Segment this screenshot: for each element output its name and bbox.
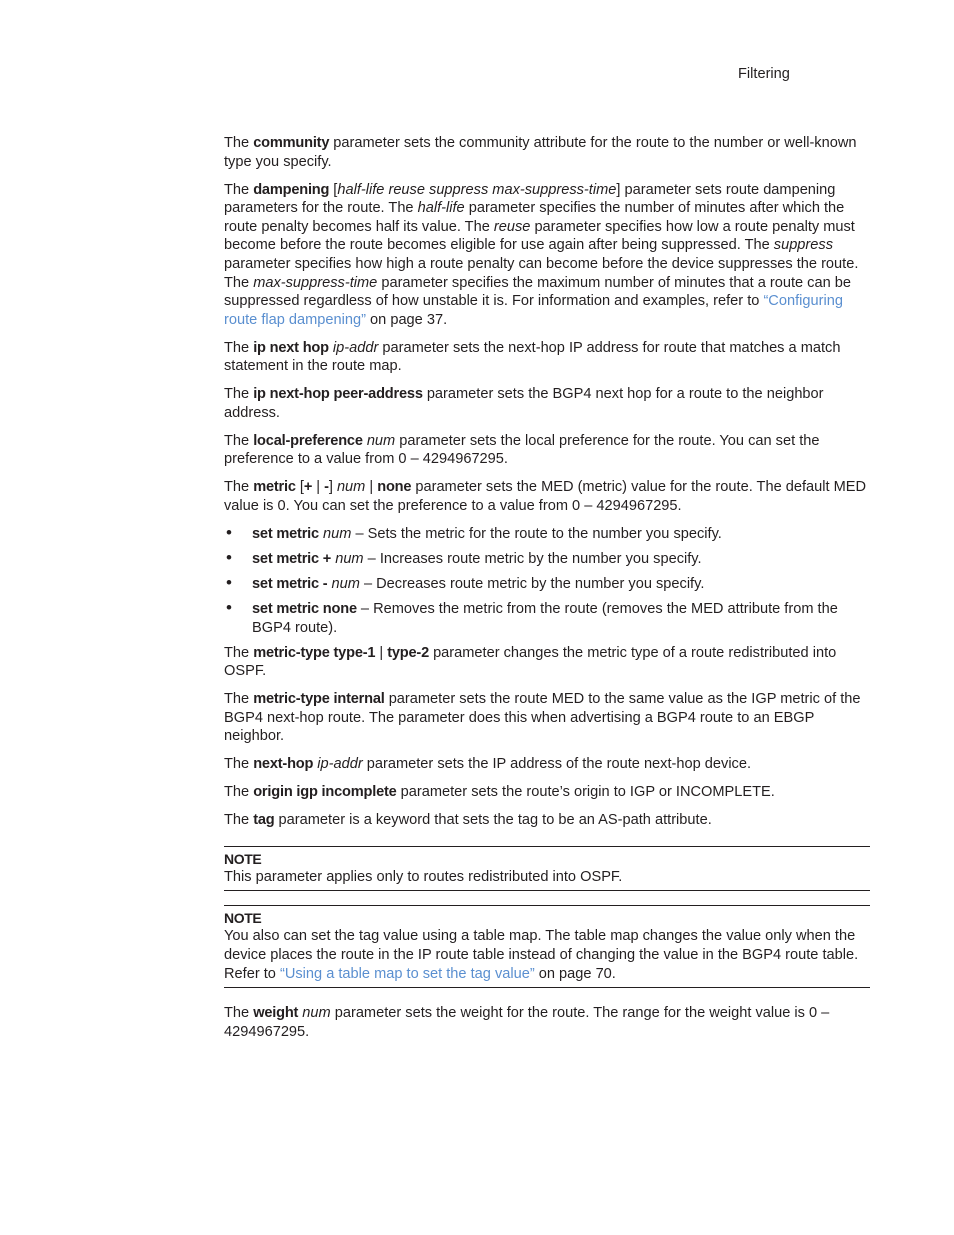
keyword: - <box>324 479 329 496</box>
keyword: ip next hop <box>253 339 329 356</box>
argument: num <box>336 479 366 496</box>
keyword: metric <box>253 479 296 496</box>
note-text: on page 70. <box>534 965 616 982</box>
keyword: metric-type type-1 <box>253 644 376 661</box>
keyword: ip next-hop peer-address <box>253 386 423 403</box>
paragraph-metric-type-internal <box>224 690 874 746</box>
paragraph-origin <box>224 783 874 802</box>
text: parameter sets the IP address of the route next-hop device. <box>362 756 752 773</box>
list-item <box>224 550 874 569</box>
text: – Removes the metric from the route (removes the MED attribute from the BGP4 route). <box>252 600 838 636</box>
cross-reference-link[interactable]: “Configuring route flap dampening” <box>224 293 843 328</box>
text: The <box>224 691 254 708</box>
list-item <box>224 525 874 544</box>
argument: num <box>335 551 364 568</box>
list-item <box>224 575 874 594</box>
paragraph-next-hop <box>224 755 874 774</box>
argument: ip-addr <box>332 339 379 356</box>
keyword: set metric - <box>252 576 328 592</box>
list-item <box>224 600 874 637</box>
note-box <box>224 905 870 988</box>
text: – Increases route metric by the number you specify. <box>363 551 702 568</box>
keyword: none <box>377 479 412 496</box>
text: parameter specifies the maximum number of minutes that a route can be suppressed regardless of how unstable it is. For information and examples, refer to <box>224 274 851 310</box>
keyword: next-hop <box>253 756 314 773</box>
argument: half-life reuse suppress max-suppress-time <box>337 181 617 198</box>
keyword: tag <box>253 812 275 829</box>
argument: num <box>323 526 352 543</box>
text: parameter sets the BGP4 next hop for a route to the neighbor address. <box>224 386 824 421</box>
text: The <box>224 135 254 151</box>
keyword: dampening <box>253 181 330 198</box>
keyword: set metric none <box>252 600 357 617</box>
text: The <box>224 339 254 356</box>
paragraph-weight <box>224 1004 874 1041</box>
keyword: type-2 <box>387 644 430 661</box>
text: parameter changes the metric type of a route redistributed into OSPF. <box>224 644 837 680</box>
note-text: You also can set the tag value using a table map. The table map changes the value only when the device places the route in the IP route table instead of changing the value in the BGP4 route table. Refer to <box>224 928 859 982</box>
argument: num <box>331 576 360 592</box>
paragraph-community <box>224 134 874 171</box>
text: parameter is a keyword that sets the tag to be an AS-path attribute. <box>274 812 712 829</box>
cross-reference-link[interactable]: “Using a table map to set the tag value” <box>279 965 535 982</box>
text: The <box>224 644 254 661</box>
text: parameter sets the weight for the route. The range for the weight value is 0 – 4294967295. <box>224 1005 830 1040</box>
argument: suppress <box>773 237 833 254</box>
keyword: + <box>303 479 313 496</box>
note-box <box>224 846 870 892</box>
text: parameter specifies how high a route penalty can become before the device suppresses the route. The <box>224 255 859 291</box>
text: parameter sets the local preference for the route. You can set the preference to a value from 0 – 4294967295. <box>224 432 820 468</box>
paragraph-ip-next-hop <box>224 339 874 376</box>
paragraph-metric <box>224 478 874 515</box>
text: The <box>224 432 254 449</box>
keyword: local-preference <box>253 432 363 449</box>
text: | <box>312 479 325 496</box>
paragraph-peer-address <box>224 385 874 422</box>
argument: reuse <box>493 218 531 235</box>
paragraph-metric-type <box>224 644 874 681</box>
text: – Sets the metric for the route to the number you specify. <box>351 526 722 543</box>
text: parameter sets the community attribute for the route to the number or well-known type you specify. <box>224 135 857 170</box>
text: parameter sets the route’s origin to IGP or INCOMPLETE. <box>396 784 775 801</box>
text: The <box>224 756 254 773</box>
keyword: weight <box>253 1005 299 1022</box>
text: The <box>224 386 254 403</box>
note-label: NOTE <box>224 910 262 927</box>
text: [ <box>295 479 304 496</box>
text: parameter sets the route MED to the same value as the IGP metric of the BGP4 next-hop route. The parameter does this when advertising a BGP4 route to an EBGP neighbor. <box>224 691 861 745</box>
note-label: NOTE <box>224 850 262 867</box>
argument: num <box>366 432 396 449</box>
running-header: Filtering <box>738 66 790 82</box>
text: parameter specifies the number of minutes after which the route penalty becomes half its value. The <box>224 200 845 235</box>
text: The <box>224 479 254 496</box>
argument: max-suppress-time <box>253 274 378 291</box>
keyword: set metric <box>252 526 319 543</box>
text: parameter sets the MED (metric) value for the route. The default MED value is 0. You can set the preference to a value from 0 – 4294967295. <box>224 479 867 515</box>
text: parameter sets the next-hop IP address for route that matches a match statement in the route map. <box>224 339 841 375</box>
argument: ip-addr <box>317 756 363 773</box>
argument: num <box>302 1005 331 1022</box>
text: – Decreases route metric by the number you specify. <box>359 576 705 592</box>
text: ] parameter sets route dampening parameters for the route. The <box>224 181 836 217</box>
text: [ <box>329 181 338 198</box>
text: The <box>224 181 254 198</box>
text: | <box>375 644 388 661</box>
text: on page 37. <box>365 311 448 328</box>
keyword: origin igp incomplete <box>253 784 397 801</box>
text: parameter specifies how low a route penalty must become before the route becomes eligible for use again after being suppressed. The <box>224 218 855 254</box>
note-text: This parameter applies only to routes redistributed into OSPF. <box>224 868 623 885</box>
argument: half-life <box>417 200 465 217</box>
paragraph-tag <box>224 811 874 830</box>
text: The <box>224 812 254 829</box>
text: ] <box>328 479 337 496</box>
paragraph-dampening <box>224 181 874 330</box>
keyword: metric-type internal <box>253 691 385 708</box>
text: | <box>365 479 378 496</box>
text: The <box>224 784 254 801</box>
text: The <box>224 1005 254 1022</box>
paragraph-local-preference <box>224 432 874 469</box>
keyword: community <box>253 135 330 151</box>
metric-options-list <box>224 525 874 637</box>
keyword: set metric + <box>252 551 332 568</box>
page-body <box>224 134 874 1051</box>
